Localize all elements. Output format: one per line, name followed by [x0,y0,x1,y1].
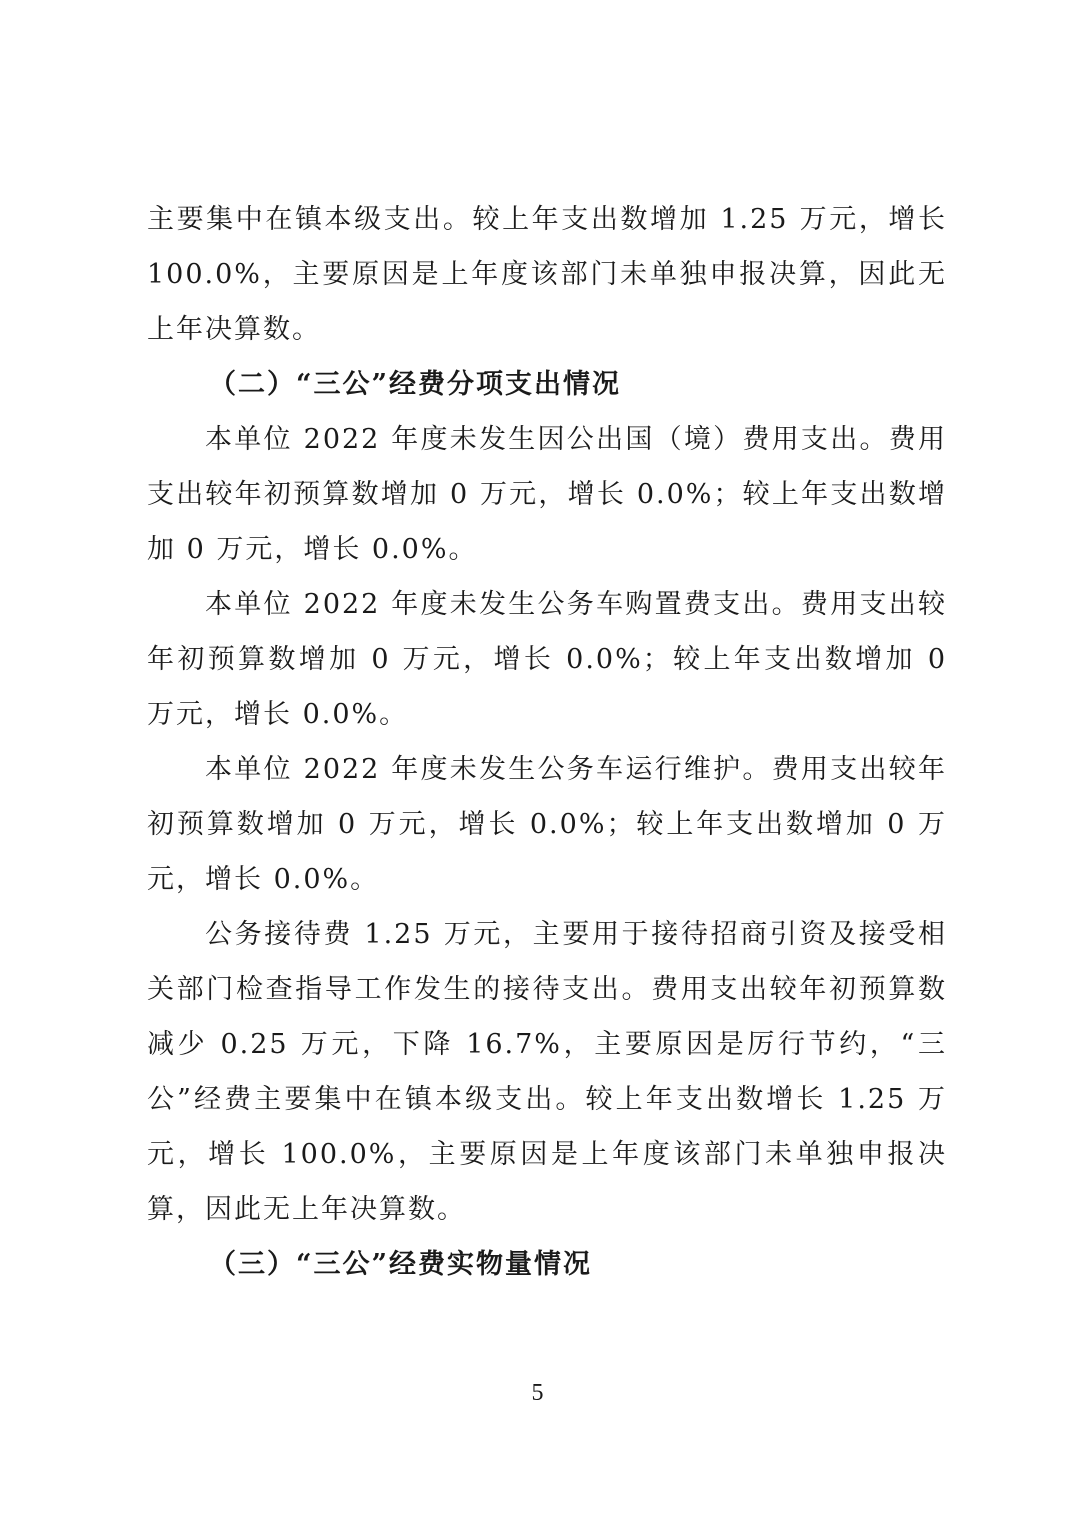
page-number: 5 [531,1380,544,1406]
document-body [147,192,947,1292]
section-heading-3: （三）“三公”经费实物量情况 [209,1249,593,1280]
section-heading-2: （二）“三公”经费分项支出情况 [209,369,622,400]
paragraph-reception-expenses: 公务接待费 1.25 万元，主要用于接待招商引资及接受相关部门检查指导工作发生的接待支出。费用支出较年初预算数减少 0.25 万元，下降 16.7%，主要原因是厉行节约，“三公”经费主要集中在镇本级支出。较上年支出数增长 1.25 万元，增长 100.0%，主要原因是上年度该部门未单独申报决算，因此无上年决算数。 [147,919,947,1225]
paragraph-vehicle-purchase: 本单位 2022 年度未发生公务车购置费支出。费用支出较年初预算数增加 0 万元，增长 0.0%；较上年支出数增加 0 万元，增长 0.0%。 [147,589,947,730]
paragraph-continuation: 主要集中在镇本级支出。较上年支出数增加 1.25 万元，增长 100.0%，主要原因是上年度该部门未单独申报决算，因此无上年决算数。 [147,204,947,345]
paragraph-overseas-travel: 本单位 2022 年度未发生因公出国（境）费用支出。费用支出较年初预算数增加 0 万元，增长 0.0%；较上年支出数增加 0 万元，增长 0.0%。 [147,424,947,565]
paragraph-vehicle-maintenance: 本单位 2022 年度未发生公务车运行维护。费用支出较年初预算数增加 0 万元，增长 0.0%；较上年支出数增加 0 万元，增长 0.0%。 [147,754,947,895]
